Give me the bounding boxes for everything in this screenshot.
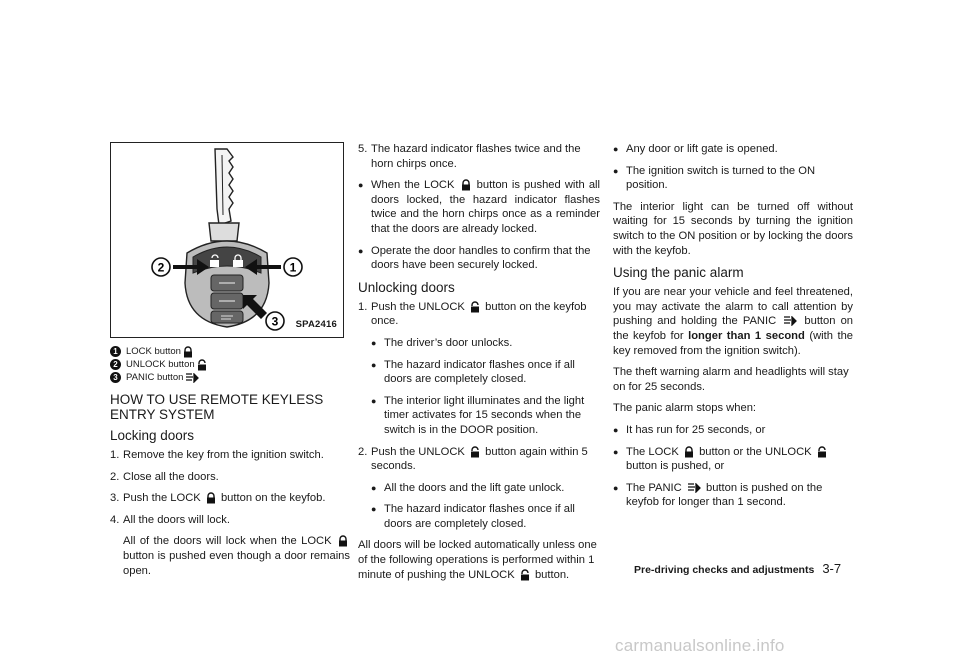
- lock-icon: [338, 535, 348, 547]
- unlocking-step-1: 1. Push the UNLOCK button on the keyfob once.: [358, 300, 587, 328]
- locking-step-5: 5. The hazard indicator flashes twice and the horn chirps once.: [358, 143, 581, 170]
- figure-legend: [110, 345, 350, 384]
- locking-doors-heading: Locking doors: [110, 428, 195, 443]
- svg-text:2: 2: [157, 260, 165, 275]
- callout-3: [266, 312, 284, 330]
- legend-number: 3: [110, 372, 121, 383]
- figure-code: SPA2416: [295, 319, 337, 331]
- callout-1: [284, 258, 302, 276]
- locking-step-2: 2. Close all the doors.: [110, 470, 219, 483]
- legend-label: PANIC button: [126, 372, 184, 383]
- auto-lock-condition: ● Any door or lift gate is opened.: [613, 143, 778, 155]
- panic-icon: [185, 373, 199, 383]
- lock-icon: [183, 346, 193, 358]
- unlock-icon: [520, 569, 530, 581]
- right-column: [613, 142, 853, 517]
- lock-icon: [461, 179, 471, 191]
- unlocking-bullet: ● The interior light illuminates and the light timer activates for 15 seconds when the switch is in the DOOR position.: [371, 394, 585, 436]
- panic-icon: [783, 316, 797, 326]
- auto-lock-condition: ● The ignition switch is turned to the ON position.: [613, 164, 816, 192]
- locking-bullet-1: ● When the LOCK button is pushed with all doors locked, the hazard indicator flashes twice and the horn chirps once as a reminder that the doors are already locked.: [358, 179, 601, 235]
- locking-note: All of the doors will lock when the LOCK button is pushed even though a door remains open.: [123, 535, 350, 577]
- panic-paragraph-2: The theft warning alarm and headlights will stay on for 25 seconds.: [613, 366, 849, 393]
- key-blade: [215, 149, 233, 225]
- unlocking-step-2: 2. Push the UNLOCK button again within 5 seconds.: [358, 445, 588, 473]
- svg-text:1: 1: [289, 260, 297, 275]
- auto-lock-paragraph: All doors will be locked automatically unless one of the following operations is performed within 1 minute of pushing the UNLOCK button.: [358, 539, 597, 581]
- key-neck: [209, 223, 239, 241]
- lock-icon: [684, 446, 694, 458]
- page-number: 3-7: [822, 561, 842, 576]
- unlock-icon: [470, 301, 480, 313]
- legend-number: 2: [110, 359, 121, 370]
- unlocking-bullet: ● The hazard indicator flashes once if all doors are completely closed.: [371, 358, 575, 386]
- unlock-icon: [470, 446, 480, 458]
- legend-item-lock: [110, 345, 350, 358]
- legend-number: 1: [110, 346, 121, 357]
- keyfob-illustration: [111, 143, 343, 337]
- svg-text:3: 3: [271, 314, 279, 329]
- locking-step-3: 3. Push the LOCK button on the keyfob.: [110, 492, 326, 505]
- legend-item-unlock: [110, 358, 350, 371]
- panic-paragraph-3: The panic alarm stops when:: [613, 402, 757, 415]
- lock-icon: [206, 492, 216, 504]
- panic-stop-condition: ● It has run for 25 seconds, or: [613, 423, 766, 436]
- panic-stop-condition: ● The LOCK button or the UNLOCK button is pushed, or: [613, 445, 853, 474]
- panic-stop-condition: ● The PANIC button is pushed on the keyfob for longer than 1 second.: [613, 481, 823, 509]
- footer-section-title: Pre-driving checks and adjustments: [634, 564, 815, 576]
- unlocking-bullet: ● All the doors and the lift gate unlock.: [371, 481, 565, 494]
- locking-step-4: 4. All the doors will lock.: [110, 513, 230, 526]
- unlocking-step-2-bullets: [371, 481, 600, 532]
- middle-column: [358, 142, 600, 589]
- section-title: HOW TO USE REMOTE KEYLESS ENTRY SYSTEM: [110, 392, 324, 422]
- watermark: carmanualsonline.info: [615, 636, 785, 655]
- interior-light-paragraph: The interior light can be turned off without waiting for 15 seconds by turning the ignition switch to the ON position or by locking the doors with the keyfob.: [613, 200, 853, 257]
- panic-paragraph-1: If you are near your vehicle and feel threatened, you may activate the alarm to call attention by pushing and holding the PANIC button on the keyfob for longer than 1 second (with the key removed from the ignition switch).: [613, 286, 854, 357]
- unlock-icon: [197, 359, 207, 371]
- unlocking-bullet: ● The driver’s door unlocks.: [371, 336, 513, 349]
- unlocking-bullet: ● The hazard indicator flashes once if all doors are completely closed.: [371, 503, 575, 530]
- left-column: [110, 142, 350, 585]
- page-footer: [634, 561, 841, 576]
- legend-label: LOCK button: [126, 346, 181, 357]
- locking-step-1: 1. Remove the key from the ignition switch.: [110, 449, 324, 461]
- locking-bullet-2: ● Operate the door handles to confirm that the doors have been securely locked.: [358, 244, 591, 272]
- unlocking-doors-heading: Unlocking doors: [358, 279, 455, 295]
- callout-2: [152, 258, 170, 276]
- keyfob-figure: [110, 142, 344, 338]
- legend-item-panic: [110, 371, 350, 384]
- fob-button-bottom: [211, 311, 243, 323]
- panic-alarm-heading: Using the panic alarm: [613, 265, 744, 281]
- panic-icon: [687, 483, 701, 493]
- unlock-icon: [817, 446, 827, 458]
- unlocking-step-1-bullets: [371, 336, 600, 438]
- legend-label: UNLOCK button: [126, 359, 195, 370]
